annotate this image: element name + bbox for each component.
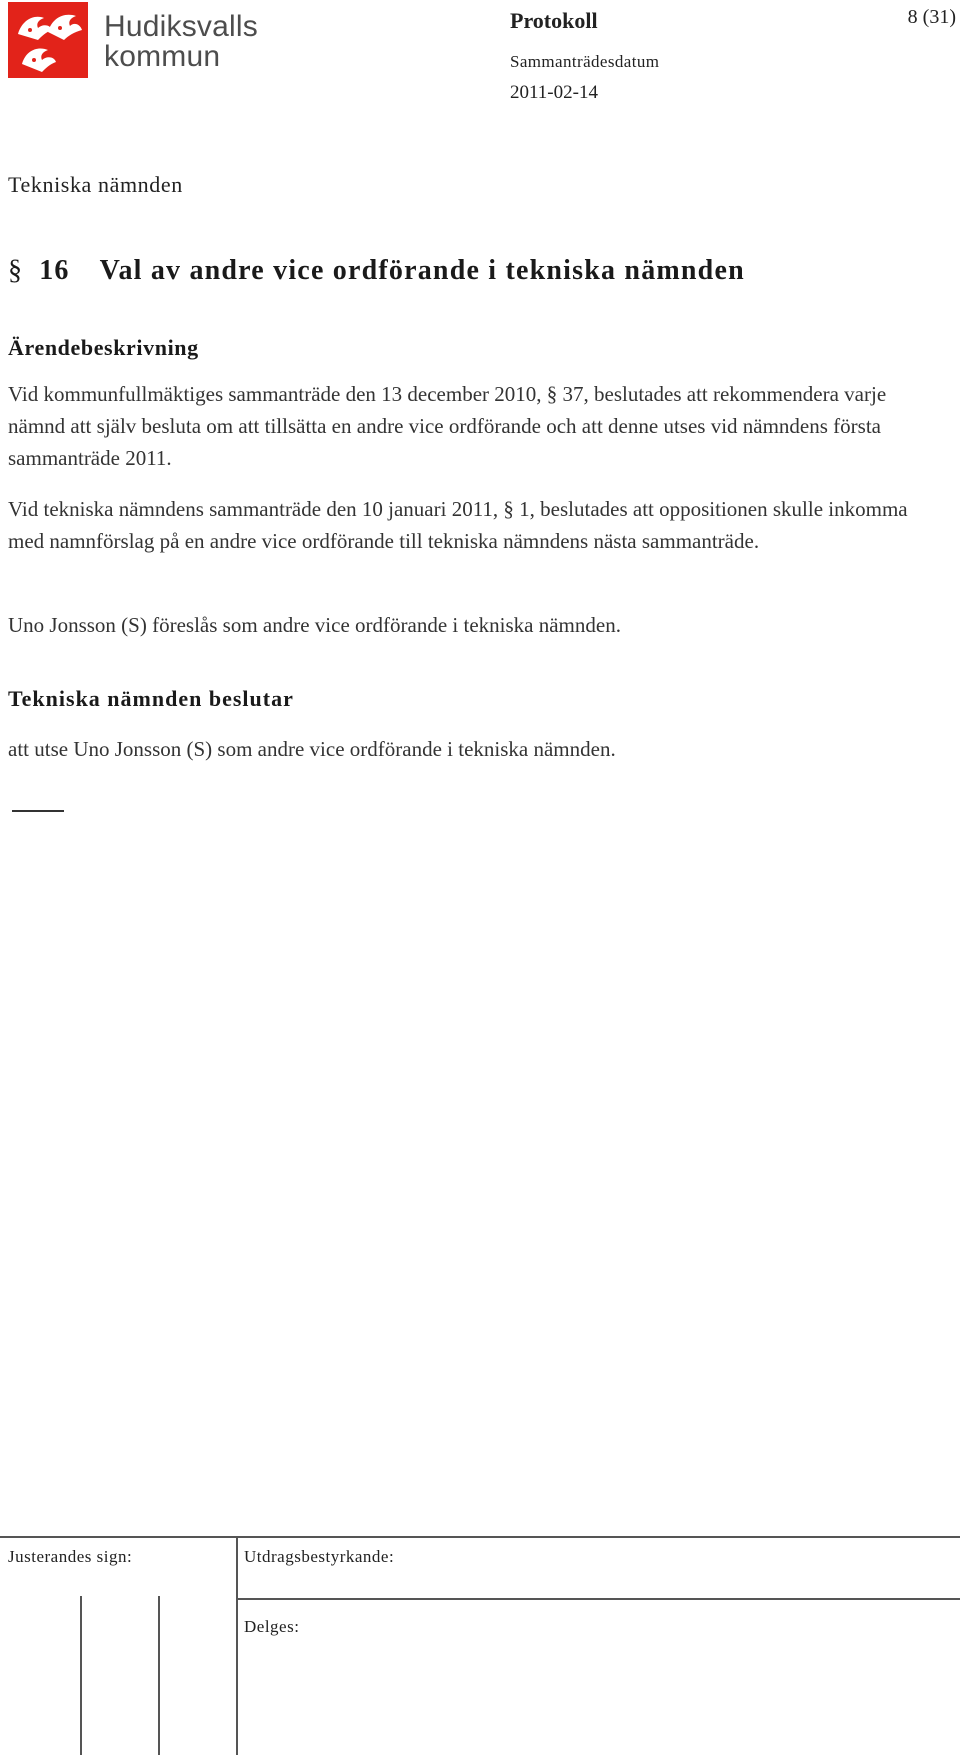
meeting-date-label: Sammanträdesdatum — [510, 52, 660, 71]
document-type: Protokoll — [510, 8, 598, 33]
signature-box-divider-1 — [80, 1596, 82, 1755]
section-title — [8, 255, 745, 287]
footer-middle-rule — [238, 1598, 960, 1600]
signature-footer — [0, 1536, 960, 1755]
decision-text: att utse Uno Jonsson (S) som andre vice ordförande i tekniska nämnden. — [8, 737, 616, 761]
extract-certification-label: Utdragsbestyrkande: — [244, 1547, 395, 1566]
body-paragraph-2: Vid tekniska nämndens sammanträde den 10 januari 2011, § 1, beslutades att oppositionen skulle inkomma med namnförslag på en andre vice ordförande till tekniska nämndens nästa sammanträde. — [8, 497, 908, 553]
description-heading: Ärendebeskrivning — [8, 335, 199, 360]
signature-box-divider-2 — [158, 1596, 160, 1755]
body-paragraph-3: Uno Jonsson (S) föreslås som andre vice ordförande i tekniska nämnden. — [8, 613, 621, 637]
section-number: 16 — [39, 255, 70, 286]
logo-line-1: Hudiksvalls — [104, 10, 258, 43]
section-title-text: Val av andre vice ordförande i tekniska nämnden — [99, 255, 745, 286]
paragraph-sign: § — [8, 255, 24, 286]
adjusters-sign-label: Justerandes sign: — [8, 1547, 133, 1566]
meeting-date: 2011-02-14 — [510, 82, 598, 103]
distribution-label: Delges: — [244, 1617, 300, 1636]
end-separator — [12, 810, 64, 812]
footer-top-rule — [0, 1536, 960, 1538]
goat-emblem-icon — [8, 2, 88, 78]
page-number: 8 (31) — [907, 6, 956, 28]
decision-heading: Tekniska nämnden beslutar — [8, 686, 294, 711]
footer-divider-main — [236, 1536, 238, 1755]
municipality-logo — [8, 2, 258, 82]
committee-name: Tekniska nämnden — [8, 172, 183, 197]
body-paragraph-1: Vid kommunfullmäktiges sammanträde den 13 december 2010, § 37, beslutades att rekommendera varje nämnd att själv besluta om att tillsätta en andre vice ordförande och att denne utses vid nämndens första sammanträde 2011. — [8, 382, 887, 470]
logo-line-2: kommun — [104, 40, 221, 73]
logo-wordmark — [104, 12, 258, 72]
